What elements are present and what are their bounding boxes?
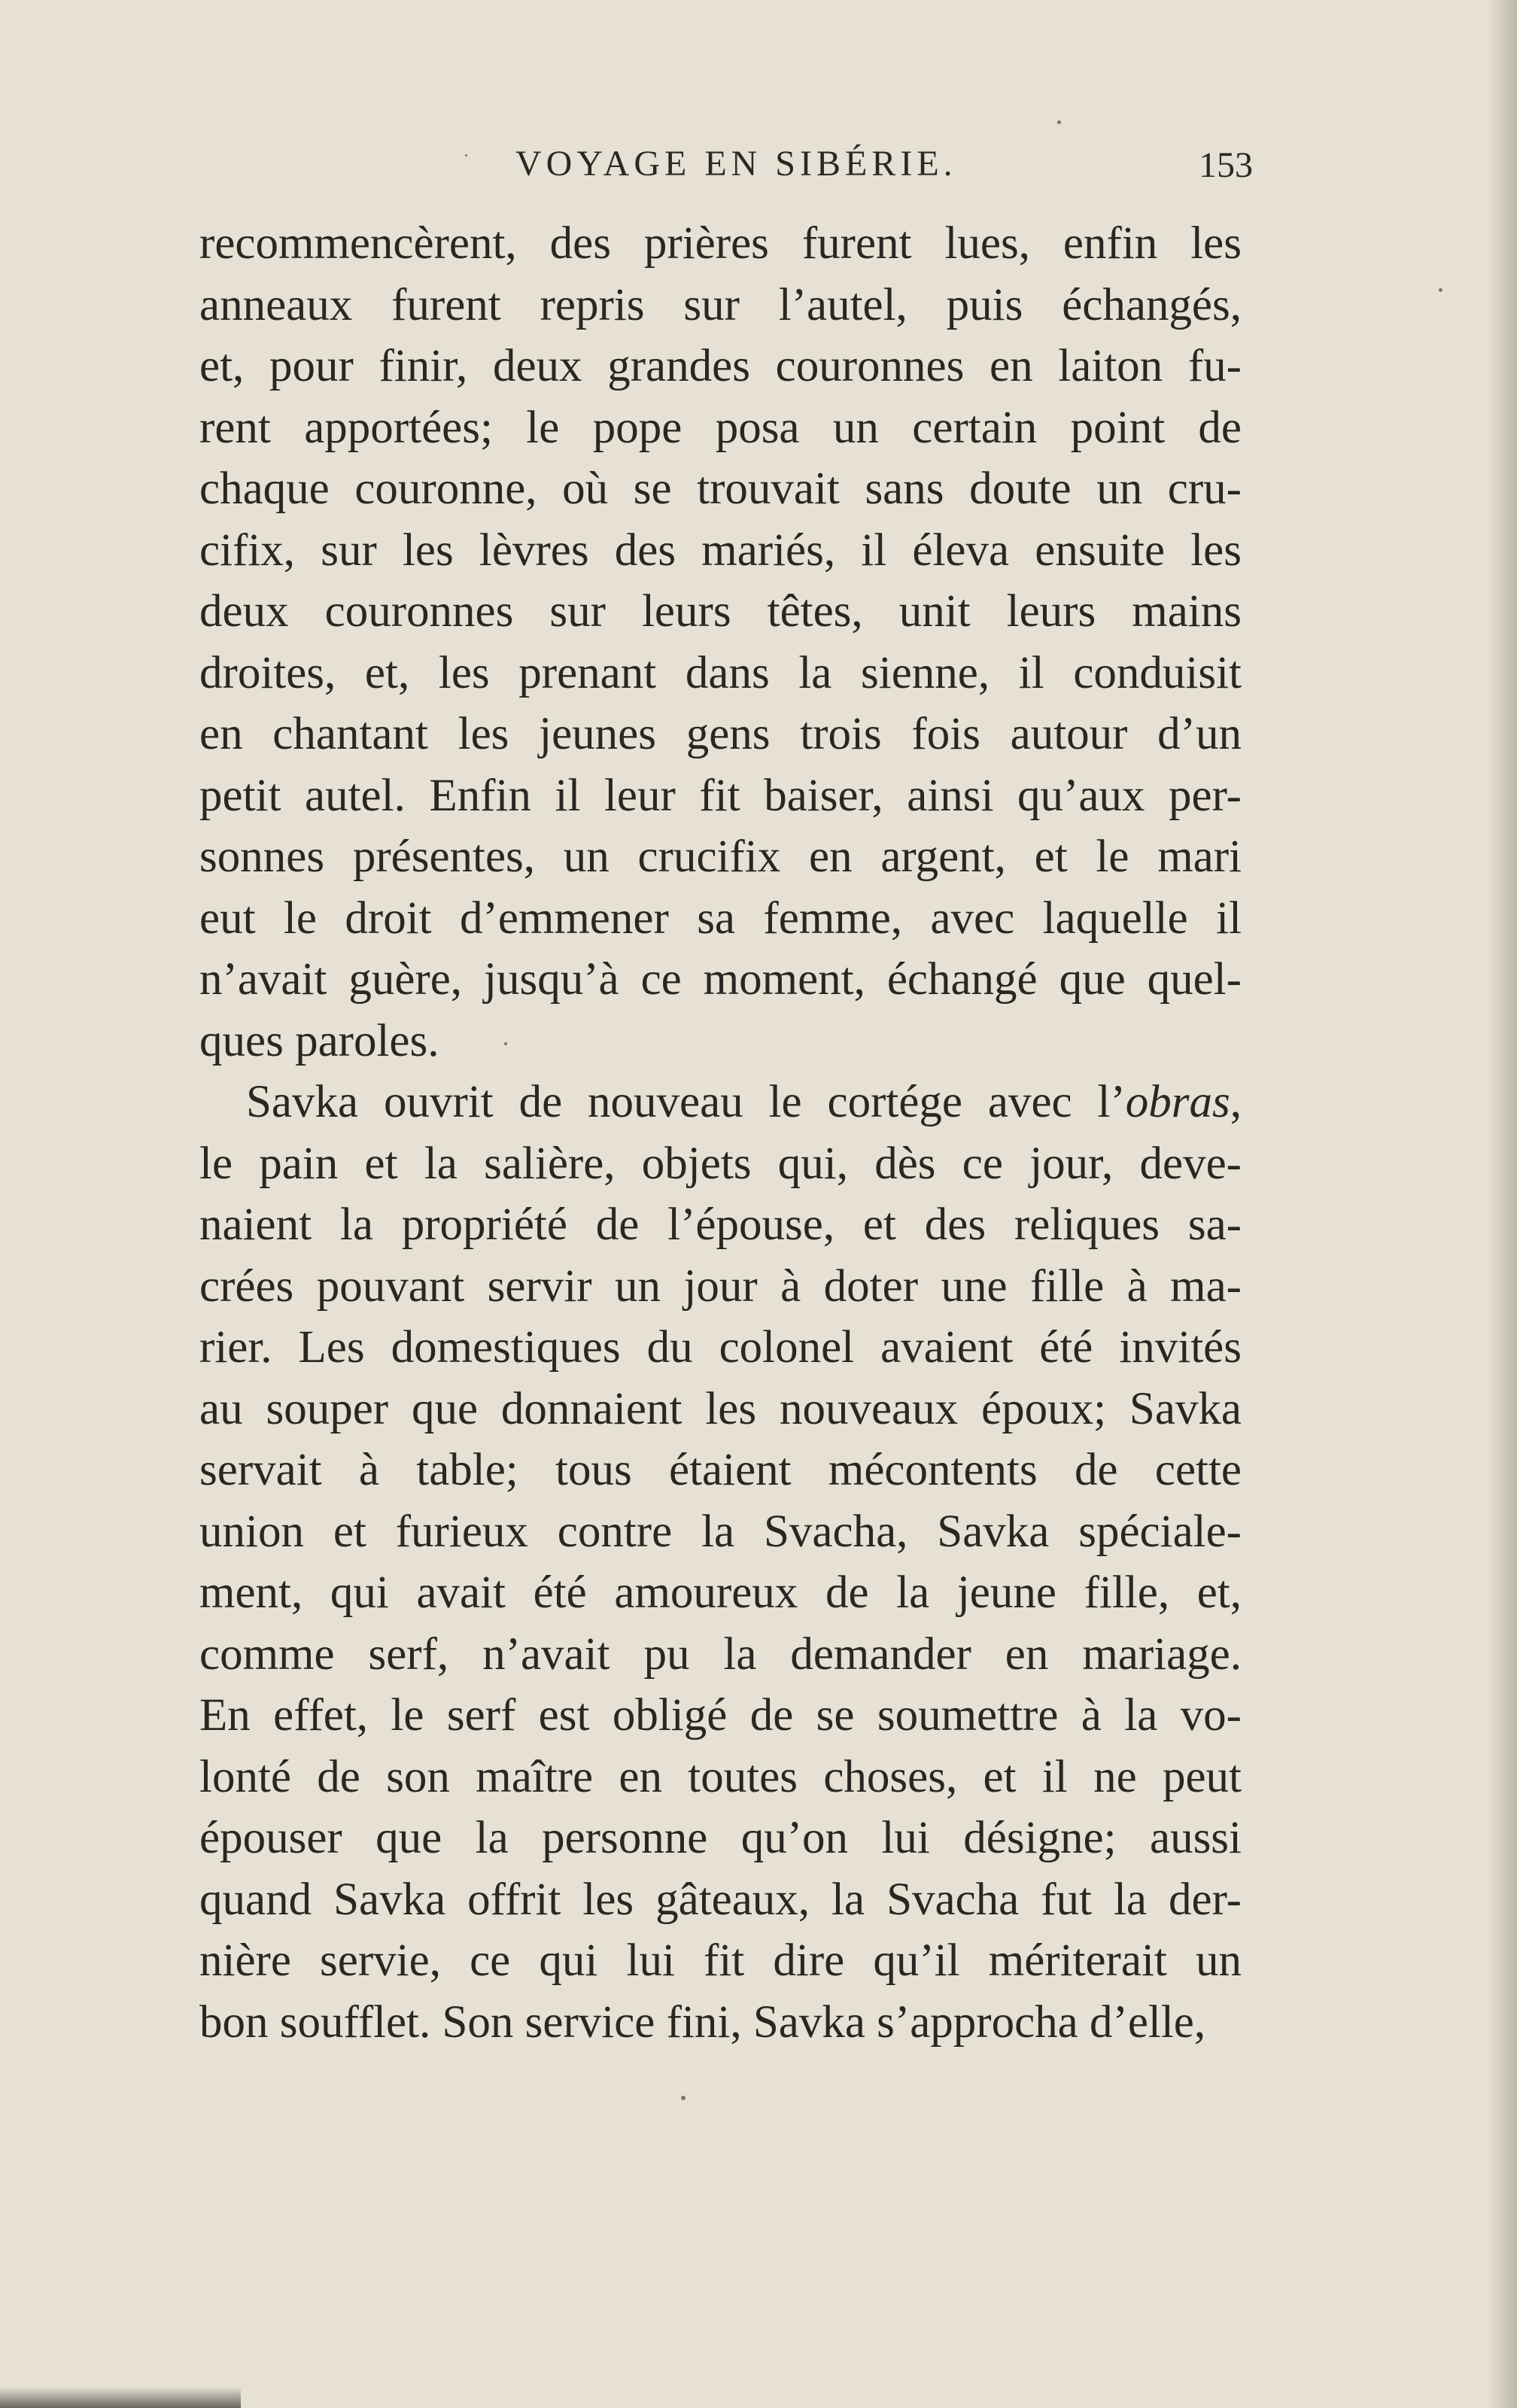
text-line: ques paroles.: [199, 1015, 439, 1066]
paragraph-1: [199, 213, 1242, 1072]
paper-speck: [1439, 288, 1443, 292]
text-line: petit autel. Enfin il leur fit baiser, ainsi qu’aux per-: [199, 770, 1242, 821]
text-line: épouser que la personne qu’on lui désigne; aussi: [199, 1813, 1242, 1863]
text-line: lonté de son maître en toutes choses, et il ne peut: [199, 1751, 1242, 1802]
running-title: VOYAGE EN SIBÉRIE.: [515, 144, 957, 184]
page-header: [199, 135, 1253, 203]
paper-speck: [1057, 120, 1061, 124]
text-line: droites, et, les prenant dans la sienne, il conduisit: [199, 647, 1242, 698]
page-edge-shadow: [1487, 0, 1517, 2408]
text-line: sonnes présentes, un crucifix en argent, et le mari: [199, 832, 1242, 882]
text-line: crées pouvant servir un jour à doter une fille à ma-: [199, 1260, 1242, 1312]
text-line: deux couronnes sur leurs têtes, unit leurs mains: [199, 586, 1242, 637]
text-line: naient la propriété de l’épouse, et des reliques sa-: [199, 1199, 1242, 1250]
text-segment: ,: [1230, 1077, 1242, 1127]
text-line: n’avait guère, jusqu’à ce moment, échangé que quel-: [199, 954, 1242, 1005]
text-line: ment, qui avait été amoureux de la jeune fille, et,: [199, 1567, 1242, 1618]
text-line: et, pour finir, deux grandes couronnes en laiton fu-: [199, 341, 1242, 391]
text-line: servait à table; tous étaient mécontents de cette: [199, 1445, 1242, 1495]
text-line: le pain et la salière, objets qui, dès ce jour, deve-: [199, 1138, 1242, 1189]
paper-speck: [465, 154, 467, 157]
page-number: 153: [1199, 145, 1253, 185]
body-text: [199, 213, 1242, 2053]
text-line: au souper que donnaient les nouveaux époux; Savka: [199, 1383, 1242, 1434]
paper-speck: [504, 1042, 507, 1045]
text-line: bon soufflet. Son service fini, Savka s’approcha d’elle,: [199, 1996, 1206, 2048]
text-line: nière servie, ce qui lui fit dire qu’il mériterait un: [199, 1935, 1242, 1986]
paper-speck: [681, 2096, 686, 2100]
text-line: cifix, sur les lèvres des mariés, il éleva ensuite les: [199, 524, 1242, 576]
bottom-edge-shadow: [0, 2387, 241, 2408]
text-line: En effet, le serf est obligé de se soumettre à la vo-: [199, 1690, 1242, 1741]
text-line: eut le droit d’emmener sa femme, avec laquelle il: [199, 892, 1242, 944]
text-segment: Savka ouvrit de nouveau le cortége avec l’: [246, 1077, 1126, 1127]
text-line: union et furieux contre la Svacha, Savka spéciale-: [199, 1506, 1242, 1557]
text-line-first: [199, 1072, 1242, 1133]
text-line: recommencèrent, des prières furent lues, enfin les: [199, 218, 1242, 269]
text-line: en chantant les jeunes gens trois fois autour d’un: [199, 709, 1242, 759]
text-line: chaque couronne, où se trouvait sans doute un cru-: [199, 464, 1242, 514]
paragraph-2: [199, 1072, 1242, 2053]
text-line: anneaux furent repris sur l’autel, puis échangés,: [199, 279, 1242, 330]
italic-word: obras: [1125, 1077, 1230, 1127]
text-line: rent apportées; le pope posa un certain point de: [199, 402, 1242, 453]
text-line: quand Savka offrit les gâteaux, la Svacha fut la der-: [199, 1874, 1242, 1925]
text-line: rier. Les domestiques du colonel avaient été invités: [199, 1322, 1242, 1373]
text-line: comme serf, n’avait pu la demander en mariage.: [199, 1628, 1242, 1680]
